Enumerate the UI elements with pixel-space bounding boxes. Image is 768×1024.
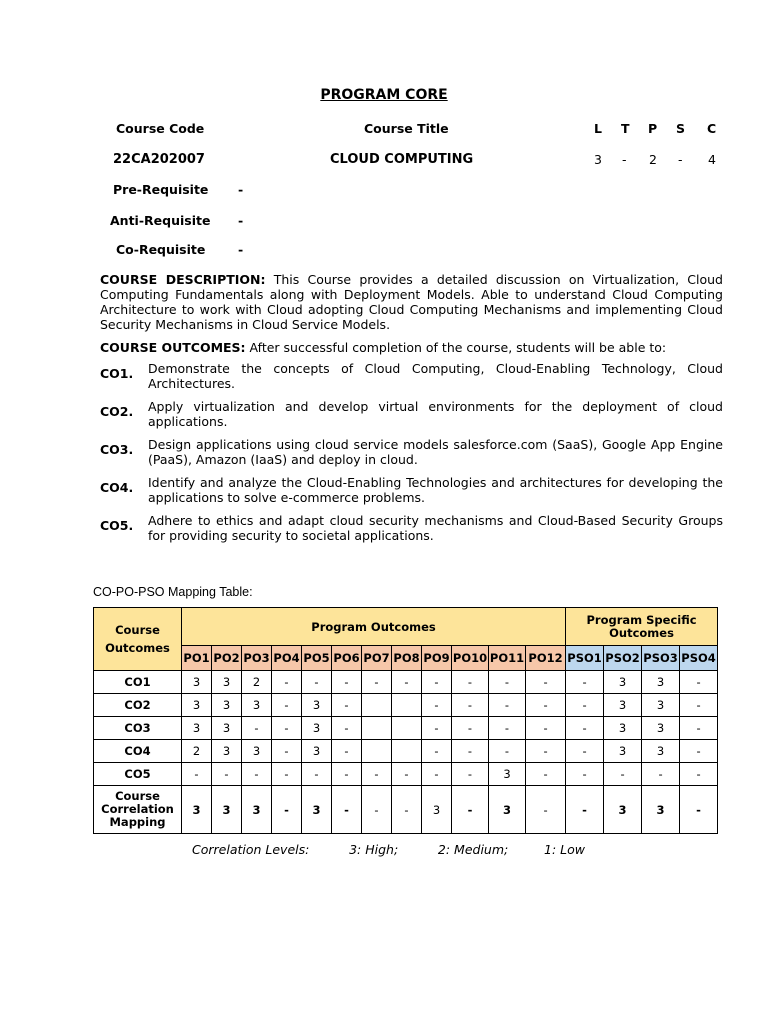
table-cell: - (422, 717, 452, 740)
po-column-header: PO1 (182, 646, 212, 671)
table-cell: - (272, 763, 302, 786)
table-cell: - (422, 694, 452, 717)
antireq-label: Anti-Requisite (110, 213, 211, 228)
co4-text: Identify and analyze the Cloud-Enabling Technologies and architectures for developing the applications to solve e-commerce problems. (148, 475, 723, 505)
table-cell: - (422, 671, 452, 694)
table-cell: - (452, 740, 489, 763)
table-cell: 3 (302, 694, 332, 717)
ltpsc-value-s: - (678, 152, 683, 167)
correlation-cell: - (452, 786, 489, 834)
correlation-cell: - (526, 786, 566, 834)
po-column-header: PO6 (332, 646, 362, 671)
po-column-header: PO9 (422, 646, 452, 671)
po-column-header: PO3 (242, 646, 272, 671)
table-cell: - (452, 763, 489, 786)
table-cell (392, 740, 422, 763)
coreq-value: - (238, 242, 244, 257)
correlation-cell: 3 (604, 786, 642, 834)
legend-label: Correlation Levels: (192, 842, 310, 857)
table-cell: - (392, 671, 422, 694)
co2-text: Apply virtualization and develop virtual environments for the deployment of cloud applications. (148, 399, 723, 429)
po-column-header: PO10 (452, 646, 489, 671)
correlation-levels-legend (192, 842, 585, 857)
table-cell (362, 740, 392, 763)
table-cell (362, 694, 392, 717)
table-cell: 3 (604, 740, 642, 763)
correlation-cell: - (272, 786, 302, 834)
table-cell: - (566, 671, 604, 694)
table-cell: 2 (242, 671, 272, 694)
ltpsc-label-p: P (648, 121, 658, 136)
course-title: CLOUD COMPUTING (330, 152, 474, 167)
program-outcomes-header: Program Outcomes (182, 608, 566, 646)
table-row (94, 763, 718, 786)
table-cell: - (566, 717, 604, 740)
course-outcomes-intro-text: After successful completion of the course, students will be able to: (245, 340, 667, 355)
table-cell: 3 (182, 671, 212, 694)
ltpsc-value-l: 3 (594, 152, 602, 167)
table-cell: 3 (604, 717, 642, 740)
table-cell: - (332, 671, 362, 694)
ltpsc-value-c: 4 (708, 152, 716, 167)
coreq-label: Co-Requisite (116, 242, 206, 257)
table-cell: - (242, 717, 272, 740)
table-row (94, 717, 718, 740)
table-cell: - (566, 740, 604, 763)
table-cell: 3 (242, 694, 272, 717)
table-cell: - (362, 671, 392, 694)
co1-text: Demonstrate the concepts of Cloud Computing, Cloud-Enabling Technology, Cloud Architectures. (148, 361, 723, 391)
table-cell: 3 (642, 740, 680, 763)
co3-label: CO3. (100, 442, 134, 457)
co-po-pso-mapping-table (93, 607, 718, 834)
table-cell: 3 (604, 671, 642, 694)
course-description-label: COURSE DESCRIPTION: (100, 272, 266, 287)
table-cell: 3 (212, 671, 242, 694)
row-co-label: CO4 (94, 740, 182, 763)
table-cell: - (452, 694, 489, 717)
table-cell: 3 (212, 740, 242, 763)
table-cell: - (272, 717, 302, 740)
course-code-label: Course Code (116, 121, 205, 136)
co4-label: CO4. (100, 480, 134, 495)
ltpsc-value-t: - (622, 152, 627, 167)
pso-column-header: PSO4 (680, 646, 718, 671)
table-row (94, 740, 718, 763)
table-cell: - (272, 671, 302, 694)
correlation-row (94, 786, 718, 834)
table-cell: - (642, 763, 680, 786)
table-cell: 3 (302, 740, 332, 763)
table-cell: - (182, 763, 212, 786)
pso-column-header: PSO1 (566, 646, 604, 671)
table-cell: 3 (489, 763, 526, 786)
co2-label: CO2. (100, 404, 134, 419)
ltpsc-label-t: T (621, 121, 630, 136)
table-row (94, 694, 718, 717)
table-cell: - (422, 763, 452, 786)
correlation-cell: 3 (242, 786, 272, 834)
legend-high: 3: High; (349, 842, 399, 857)
pso-column-header: PSO3 (642, 646, 680, 671)
co5-label: CO5. (100, 518, 134, 533)
table-cell: 3 (642, 717, 680, 740)
po-column-header: PO8 (392, 646, 422, 671)
prereq-value: - (238, 182, 244, 197)
table-cell: 3 (604, 694, 642, 717)
table-cell: - (392, 763, 422, 786)
po-column-header: PO12 (526, 646, 566, 671)
table-cell: - (680, 671, 718, 694)
correlation-cell: 3 (489, 786, 526, 834)
table-cell (392, 694, 422, 717)
table-cell: - (489, 694, 526, 717)
course-description-text: This Course provides a detailed discussion on Virtualization, Cloud Computing Fundamentals along with Deployment Models. Able to understand Cloud Computing Architecture to work with Cloud adopting Cloud Computing Mechanisms and implementing Cloud Security Mechanisms in Cloud Service Models. (100, 272, 723, 332)
table-cell: - (489, 671, 526, 694)
table-cell: - (242, 763, 272, 786)
table-cell: - (680, 740, 718, 763)
column-header-row (94, 646, 718, 671)
correlation-cell: - (566, 786, 604, 834)
co1-label: CO1. (100, 366, 134, 381)
table-cell: - (332, 763, 362, 786)
table-cell: 3 (642, 694, 680, 717)
table-cell (392, 717, 422, 740)
row-co-label: CO2 (94, 694, 182, 717)
table-cell: - (680, 694, 718, 717)
po-column-header: PO2 (212, 646, 242, 671)
ltpsc-label-c: C (707, 121, 717, 136)
correlation-cell: - (362, 786, 392, 834)
legend-medium: 2: Medium; (437, 842, 509, 857)
table-cell: - (489, 740, 526, 763)
po-column-header: PO5 (302, 646, 332, 671)
table-cell: - (212, 763, 242, 786)
table-cell: - (604, 763, 642, 786)
table-cell: - (526, 694, 566, 717)
course-outcomes-intro (100, 340, 723, 355)
table-cell: 3 (212, 717, 242, 740)
table-cell: - (332, 694, 362, 717)
correlation-cell: - (392, 786, 422, 834)
correlation-cell: 3 (422, 786, 452, 834)
table-cell (362, 717, 392, 740)
table-cell: - (332, 740, 362, 763)
co3-text: Design applications using cloud service models salesforce.com (SaaS), Google App Engine (PaaS), Amazon (IaaS) and deploy in cloud. (148, 437, 723, 467)
correlation-cell: 3 (182, 786, 212, 834)
table-cell: - (526, 763, 566, 786)
correlation-cell: 3 (302, 786, 332, 834)
table-row (94, 671, 718, 694)
table-cell: - (566, 694, 604, 717)
course-outcomes-header: Course Outcomes (94, 608, 182, 671)
table-cell: 3 (302, 717, 332, 740)
pso-column-header: PSO2 (604, 646, 642, 671)
table-cell: 3 (182, 694, 212, 717)
table-cell: 2 (182, 740, 212, 763)
table-cell: 3 (242, 740, 272, 763)
table-cell: - (362, 763, 392, 786)
table-cell: - (526, 671, 566, 694)
table-cell: - (422, 740, 452, 763)
program-specific-outcomes-header: Program Specific Outcomes (566, 608, 718, 646)
ltpsc-value-p: 2 (649, 152, 657, 167)
table-cell: - (272, 740, 302, 763)
mapping-table-label: CO-PO-PSO Mapping Table: (93, 585, 253, 599)
table-cell: - (526, 740, 566, 763)
table-cell: - (680, 717, 718, 740)
correlation-cell: 3 (642, 786, 680, 834)
po-column-header: PO11 (489, 646, 526, 671)
table-cell: 3 (182, 717, 212, 740)
correlation-row-label: Course Correlation Mapping (94, 786, 182, 834)
course-code: 22CA202007 (113, 152, 205, 167)
table-cell: - (452, 671, 489, 694)
row-co-label: CO5 (94, 763, 182, 786)
co5-text: Adhere to ethics and adapt cloud security mechanisms and Cloud-Based Security Groups for providing security to societal applications. (148, 513, 723, 543)
correlation-cell: - (332, 786, 362, 834)
course-title-label: Course Title (364, 121, 449, 136)
course-description (100, 272, 723, 332)
table-cell: - (302, 671, 332, 694)
course-outcomes-label: COURSE OUTCOMES: (100, 340, 246, 355)
po-column-header: PO4 (272, 646, 302, 671)
page-title: PROGRAM CORE (320, 87, 448, 103)
table-cell: - (526, 717, 566, 740)
antireq-value: - (238, 213, 244, 228)
table-cell: - (566, 763, 604, 786)
ltpsc-label-l: L (594, 121, 602, 136)
row-co-label: CO3 (94, 717, 182, 740)
table-cell: - (272, 694, 302, 717)
correlation-cell: - (680, 786, 718, 834)
table-cell: - (332, 717, 362, 740)
prereq-label: Pre-Requisite (113, 182, 209, 197)
ltpsc-label-s: S (676, 121, 686, 136)
table-cell: - (452, 717, 489, 740)
table-cell: 3 (642, 671, 680, 694)
po-column-header: PO7 (362, 646, 392, 671)
table-cell: - (680, 763, 718, 786)
table-cell: 3 (212, 694, 242, 717)
row-co-label: CO1 (94, 671, 182, 694)
table-cell: - (489, 717, 526, 740)
correlation-cell: 3 (212, 786, 242, 834)
table-cell: - (302, 763, 332, 786)
legend-low: 1: Low (544, 842, 585, 857)
